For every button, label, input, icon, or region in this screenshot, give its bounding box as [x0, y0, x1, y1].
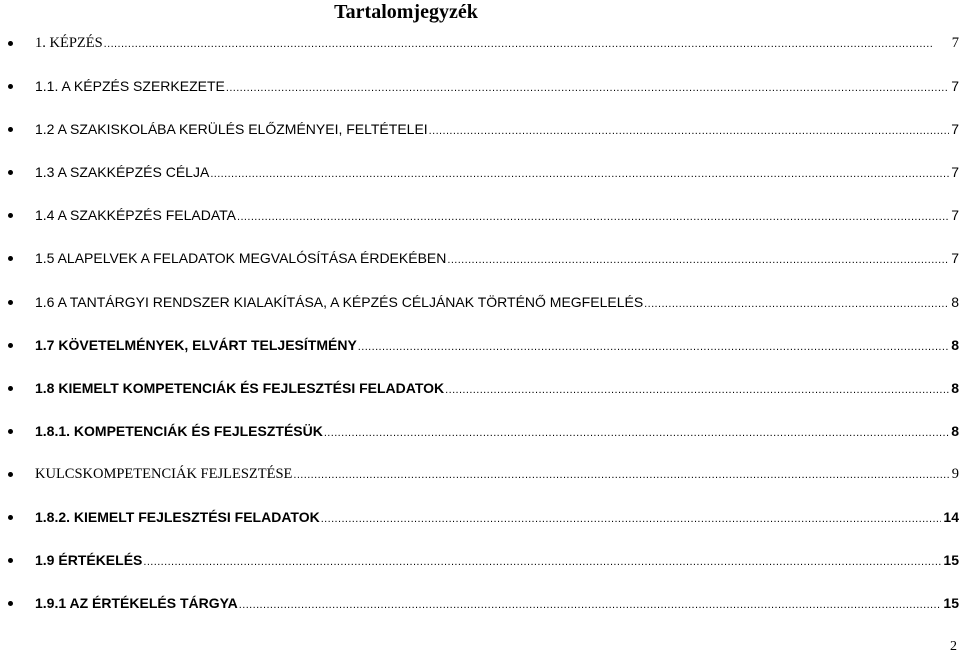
- bullet-icon: [8, 213, 13, 218]
- toc-entry-title: 1.9.1 AZ ÉRTÉKELÉS TÁRGYA: [35, 595, 238, 612]
- dot-leader: [358, 337, 949, 355]
- toc-entry[interactable]: [0, 378, 959, 421]
- bullet-icon: [8, 300, 13, 305]
- toc-line: [35, 421, 959, 441]
- toc-entry-page: 7: [951, 250, 959, 267]
- toc-entry-title: 1.8.2. KIEMELT FEJLESZTÉSI FELADATOK: [35, 509, 320, 526]
- toc-entry-page: 8: [951, 336, 959, 353]
- dot-leader: [226, 78, 949, 96]
- toc-entry-page: 15: [943, 595, 959, 612]
- toc-line: [35, 162, 959, 182]
- dot-leader: [447, 250, 949, 268]
- bullet-icon: [8, 515, 13, 520]
- toc-entry-page: 8: [951, 422, 959, 439]
- page-title: Tartalomjegyzék: [334, 1, 478, 23]
- dot-leader: [143, 552, 941, 570]
- dot-leader: [324, 423, 949, 441]
- dot-leader: [210, 164, 949, 182]
- bullet-icon: [8, 84, 13, 89]
- toc-entry-title: 1.6 A TANTÁRGYI RENDSZER KIALAKÍTÁSA, A KÉPZÉS CÉLJÁNAK TÖRTÉNŐ MEGFELELÉS: [35, 293, 644, 310]
- toc-entry-page: 8: [951, 293, 959, 310]
- toc-line: [35, 335, 959, 355]
- toc-entry[interactable]: [0, 248, 959, 291]
- toc-entry[interactable]: [0, 464, 959, 507]
- page-number: 2: [950, 639, 957, 654]
- toc-entry-title: 1.8.1. KOMPETENCIÁK ÉS FEJLESZTÉSÜK: [35, 422, 323, 439]
- bullet-icon: [8, 256, 13, 261]
- toc-entry-title: 1.9 ÉRTÉKELÉS: [35, 552, 143, 569]
- toc-entry-title: 1.3 A SZAKKÉPZÉS CÉLJA: [35, 164, 210, 181]
- dot-leader: [104, 34, 950, 53]
- toc-line: [35, 507, 959, 527]
- toc-line: [35, 378, 959, 398]
- toc-entry[interactable]: [0, 550, 959, 593]
- toc-entry-page: 9: [951, 465, 959, 482]
- bullet-icon: [8, 170, 13, 175]
- toc-entry-title: 1.4 A SZAKKÉPZÉS FELADATA: [35, 207, 237, 224]
- toc-entry[interactable]: [0, 162, 959, 205]
- toc-entry[interactable]: [0, 292, 959, 335]
- toc-line: [35, 205, 959, 225]
- toc-entry-title: 1.1. A KÉPZÉS SZERKEZETE: [35, 78, 225, 95]
- toc-entry[interactable]: [0, 421, 959, 464]
- toc-line: [35, 593, 959, 613]
- toc-entry-page: 7: [951, 164, 959, 181]
- toc-line: [35, 550, 959, 570]
- bullet-icon: [8, 41, 13, 46]
- toc-entry-title: 1.7 KÖVETELMÉNYEK, ELVÁRT TELJESÍTMÉNY: [35, 336, 357, 353]
- toc-line: [35, 292, 959, 312]
- toc-entry-title: KULCSKOMPETENCIÁK FEJLESZTÉSE: [35, 465, 293, 482]
- toc-entry-page: 7: [951, 207, 959, 224]
- bullet-icon: [8, 601, 13, 606]
- toc-line: [35, 119, 959, 139]
- bullet-icon: [8, 472, 13, 477]
- toc-entry-page: 15: [943, 552, 959, 569]
- toc-line: [35, 33, 959, 53]
- toc-entry[interactable]: [0, 593, 959, 636]
- toc-entry-page: 14: [943, 509, 959, 526]
- toc-entry[interactable]: [0, 205, 959, 248]
- dot-leader: [293, 465, 949, 484]
- toc-entry-page: 7: [951, 35, 959, 51]
- toc-entry-title: 1.8 KIEMELT KOMPETENCIÁK ÉS FEJLESZTÉSI FELADATOK: [35, 379, 445, 396]
- toc-entry-page: 7: [951, 121, 959, 138]
- toc-entry-page: 7: [951, 78, 959, 95]
- toc-line: [35, 464, 959, 484]
- toc-entry-page: 8: [951, 379, 959, 396]
- toc-entry[interactable]: [0, 33, 959, 76]
- toc-entry[interactable]: [0, 76, 959, 119]
- dot-leader: [644, 294, 949, 312]
- toc-entry[interactable]: [0, 507, 959, 550]
- bullet-icon: [8, 429, 13, 434]
- toc-line: [35, 248, 959, 268]
- dot-leader: [429, 121, 950, 139]
- toc-entry[interactable]: [0, 119, 959, 162]
- bullet-icon: [8, 127, 13, 132]
- toc-line: [35, 76, 959, 96]
- toc-entry-title: 1.5 ALAPELVEK A FELADATOK MEGVALÓSÍTÁSA ÉRDEKÉBEN: [35, 250, 447, 267]
- dot-leader: [239, 595, 942, 613]
- toc-entry[interactable]: [0, 335, 959, 378]
- bullet-icon: [8, 386, 13, 391]
- bullet-icon: [8, 343, 13, 348]
- toc-entry-title: 1.2 A SZAKISKOLÁBA KERÜLÉS ELŐZMÉNYEI, FELTÉTELEI: [35, 121, 428, 138]
- dot-leader: [237, 207, 949, 225]
- table-of-contents: [0, 33, 959, 636]
- dot-leader: [445, 380, 949, 398]
- toc-entry-title: 1. KÉPZÉS: [35, 35, 103, 51]
- dot-leader: [321, 509, 942, 527]
- bullet-icon: [8, 558, 13, 563]
